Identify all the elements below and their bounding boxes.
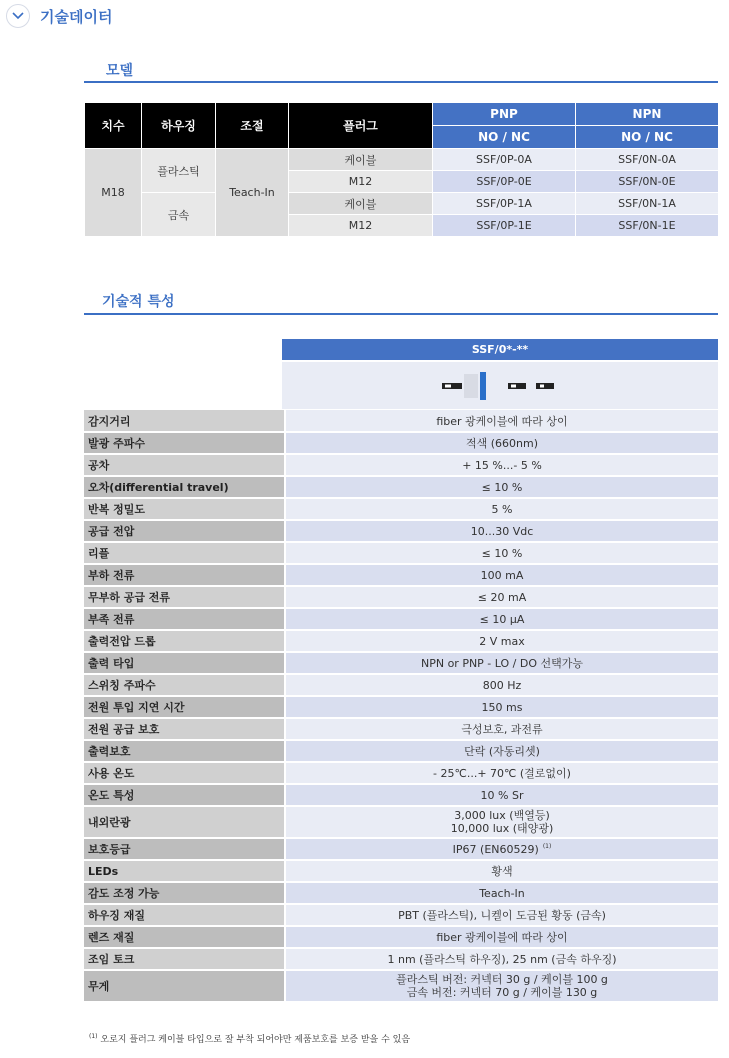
spec-value-text: fiber 광케이블에 따라 상이 xyxy=(436,414,568,428)
spec-label: 하우징 재질 xyxy=(84,904,285,926)
spec-row xyxy=(84,630,718,652)
spec-label: 공차 xyxy=(84,454,285,476)
spec-row xyxy=(84,806,718,838)
spec-value xyxy=(285,762,718,784)
spec-value xyxy=(285,586,718,608)
spec-row xyxy=(84,454,718,476)
spec-label: LEDs xyxy=(84,860,285,882)
spec-value xyxy=(285,696,718,718)
model-adjust-cell: Teach-In xyxy=(216,149,289,237)
model-head-pnp-sub: NO / NC xyxy=(433,126,576,149)
model-head-housing: 하우징 xyxy=(142,103,216,149)
spec-row xyxy=(84,948,718,970)
spec-value-text: 플라스틱 버전: 커넥터 30 g / 케이블 100 g xyxy=(396,973,608,986)
spec-label: 발광 주파수 xyxy=(84,432,285,454)
spec-value-text: 5 % xyxy=(491,502,513,516)
spec-label: 조임 토크 xyxy=(84,948,285,970)
spec-label: 스위칭 주파수 xyxy=(84,674,285,696)
spec-row xyxy=(84,476,718,498)
spec-value xyxy=(285,926,718,948)
spec-value xyxy=(285,882,718,904)
spec-label: 보호등급 xyxy=(84,838,285,860)
spec-note-mark: (1) xyxy=(542,842,552,850)
spec-row xyxy=(84,926,718,948)
spec-label: 감도 조정 가능 xyxy=(84,882,285,904)
spec-value xyxy=(285,476,718,498)
spec-row xyxy=(84,784,718,806)
model-pnp-cell: SSF/0P-0E xyxy=(433,171,576,193)
spec-row xyxy=(84,586,718,608)
spec-label: 무부하 공급 전류 xyxy=(84,586,285,608)
spec-row xyxy=(84,520,718,542)
footnote-mark: (1) xyxy=(89,1033,98,1040)
spec-label: 전원 투입 지연 시간 xyxy=(84,696,285,718)
spec-row xyxy=(84,564,718,586)
spec-label: 오차(differential travel) xyxy=(84,476,285,498)
spec-value-text: PBT (플라스틱), 니켈이 도금된 황동 (금속) xyxy=(398,909,606,922)
spec-row xyxy=(84,410,718,432)
specs-table xyxy=(84,410,718,1003)
model-housing-cell: 플라스틱 xyxy=(142,149,216,193)
spec-value-text: 10 % Sr xyxy=(480,788,524,802)
model-npn-cell: SSF/0N-0E xyxy=(576,171,719,193)
footnote-text: 오로지 플러그 케이블 타입으로 잘 부착 되어야만 제품보호를 보증 받을 수 있음 xyxy=(100,1035,411,1045)
spec-row xyxy=(84,970,718,1002)
spec-label: 사용 온도 xyxy=(84,762,285,784)
model-pnp-cell: SSF/0P-0A xyxy=(433,149,576,171)
spec-value-text: 적색 (660nm) xyxy=(465,437,538,450)
spec-row xyxy=(84,542,718,564)
spec-value-text: fiber 광케이블에 따라 상이 xyxy=(436,931,568,944)
spec-value-text: ≤ 10 µA xyxy=(479,612,525,626)
spec-value xyxy=(285,904,718,926)
spec-value xyxy=(285,630,718,652)
spec-value xyxy=(285,454,718,476)
spec-value xyxy=(285,498,718,520)
spec-label: 온도 특성 xyxy=(84,784,285,806)
spec-label: 공급 전압 xyxy=(84,520,285,542)
spec-value-text: 1 nm (플라스틱 하우징), 25 nm (금속 하우징) xyxy=(387,953,617,966)
specs-column-header: SSF/0*-** xyxy=(282,339,718,360)
model-size-cell: M18 xyxy=(85,149,142,237)
spec-value xyxy=(285,564,718,586)
spec-value xyxy=(285,718,718,740)
model-section-title: 모델 xyxy=(106,63,134,79)
spec-value xyxy=(285,784,718,806)
spec-value-text: 100 mA xyxy=(480,568,524,582)
page-title: 기술데이터 xyxy=(40,7,113,26)
spec-value xyxy=(285,432,718,454)
spec-row xyxy=(84,652,718,674)
spec-value xyxy=(285,970,718,1002)
model-npn-cell: SSF/0N-0A xyxy=(576,149,719,171)
spec-row xyxy=(84,608,718,630)
spec-row xyxy=(84,762,718,784)
footnote xyxy=(89,1032,410,1045)
spec-label: 출력 타입 xyxy=(84,652,285,674)
spec-label: 무게 xyxy=(84,970,285,1002)
spec-value-text: - 25℃...+ 70℃ (결로없이) xyxy=(433,767,571,780)
model-table xyxy=(84,102,719,237)
spec-value-text: 극성보호, 과전류 xyxy=(461,723,543,736)
spec-value-text: 150 ms xyxy=(481,700,523,714)
spec-value xyxy=(285,860,718,882)
spec-value-text: Teach-In xyxy=(479,886,525,900)
model-head-npn: NPN xyxy=(576,103,719,126)
spec-value xyxy=(285,542,718,564)
spec-value-text: ≤ 10 % xyxy=(481,480,523,494)
spec-value-text: IP67 (EN60529) xyxy=(452,842,539,856)
sensor-product-image xyxy=(282,362,718,409)
model-head-adjust: 조절 xyxy=(216,103,289,149)
spec-row xyxy=(84,838,718,860)
spec-value xyxy=(285,652,718,674)
spec-row xyxy=(84,718,718,740)
model-pnp-cell: SSF/0P-1A xyxy=(433,193,576,215)
spec-label: 내외란광 xyxy=(84,806,285,838)
spec-label: 부족 전류 xyxy=(84,608,285,630)
spec-label: 리플 xyxy=(84,542,285,564)
spec-row xyxy=(84,498,718,520)
model-plug-cell: 케이블 xyxy=(289,193,433,215)
spec-label: 부하 전류 xyxy=(84,564,285,586)
chevron-down-icon[interactable] xyxy=(6,4,30,28)
spec-row xyxy=(84,432,718,454)
spec-value-text: + 15 %...- 5 % xyxy=(462,458,542,472)
model-plug-cell: M12 xyxy=(289,215,433,237)
spec-label: 감지거리 xyxy=(84,410,285,432)
spec-value xyxy=(285,520,718,542)
spec-value-text-2: 금속 버전: 커넥터 70 g / 케이블 130 g xyxy=(406,986,598,999)
spec-value xyxy=(285,838,718,860)
spec-row xyxy=(84,696,718,718)
spec-row xyxy=(84,882,718,904)
model-head-size: 치수 xyxy=(85,103,142,149)
model-pnp-cell: SSF/0P-1E xyxy=(433,215,576,237)
spec-label: 출력보호 xyxy=(84,740,285,762)
spec-value-text: 황색 xyxy=(491,865,513,878)
sensor-product-icon xyxy=(440,371,560,401)
specs-section-title: 기술적 특성 xyxy=(102,294,175,310)
spec-label: 렌즈 재질 xyxy=(84,926,285,948)
spec-value xyxy=(285,948,718,970)
spec-value-text: ≤ 10 % xyxy=(481,546,523,560)
spec-value xyxy=(285,740,718,762)
model-head-npn-sub: NO / NC xyxy=(576,126,719,149)
model-head-plug: 플러그 xyxy=(289,103,433,149)
spec-value xyxy=(285,674,718,696)
spec-row xyxy=(84,674,718,696)
model-npn-cell: SSF/0N-1A xyxy=(576,193,719,215)
spec-value xyxy=(285,806,718,838)
spec-value xyxy=(285,410,718,432)
model-plug-cell: 케이블 xyxy=(289,149,433,171)
spec-value-text: 3,000 lux (백열등) xyxy=(454,809,550,822)
spec-row xyxy=(84,860,718,882)
spec-row xyxy=(84,740,718,762)
specs-section-divider xyxy=(84,313,718,315)
spec-value-text: 800 Hz xyxy=(482,678,522,692)
model-npn-cell: SSF/0N-1E xyxy=(576,215,719,237)
model-head-pnp: PNP xyxy=(433,103,576,126)
model-plug-cell: M12 xyxy=(289,171,433,193)
spec-value-text: 단락 (자동리셋) xyxy=(464,745,540,758)
model-section-divider xyxy=(84,81,718,83)
spec-label: 출력전압 드롭 xyxy=(84,630,285,652)
spec-value-text: 2 V max xyxy=(479,634,525,648)
spec-value-text: 10...30 Vdc xyxy=(470,524,534,538)
spec-label: 반복 정밀도 xyxy=(84,498,285,520)
model-housing-cell: 금속 xyxy=(142,193,216,237)
section-header[interactable] xyxy=(6,3,112,29)
spec-value xyxy=(285,608,718,630)
spec-label: 전원 공급 보호 xyxy=(84,718,285,740)
spec-row xyxy=(84,904,718,926)
spec-value-text: ≤ 20 mA xyxy=(477,590,527,604)
spec-value-text-2: 10,000 lux (태양광) xyxy=(450,822,554,835)
spec-value-text: NPN or PNP - LO / DO 선택가능 xyxy=(420,657,584,670)
